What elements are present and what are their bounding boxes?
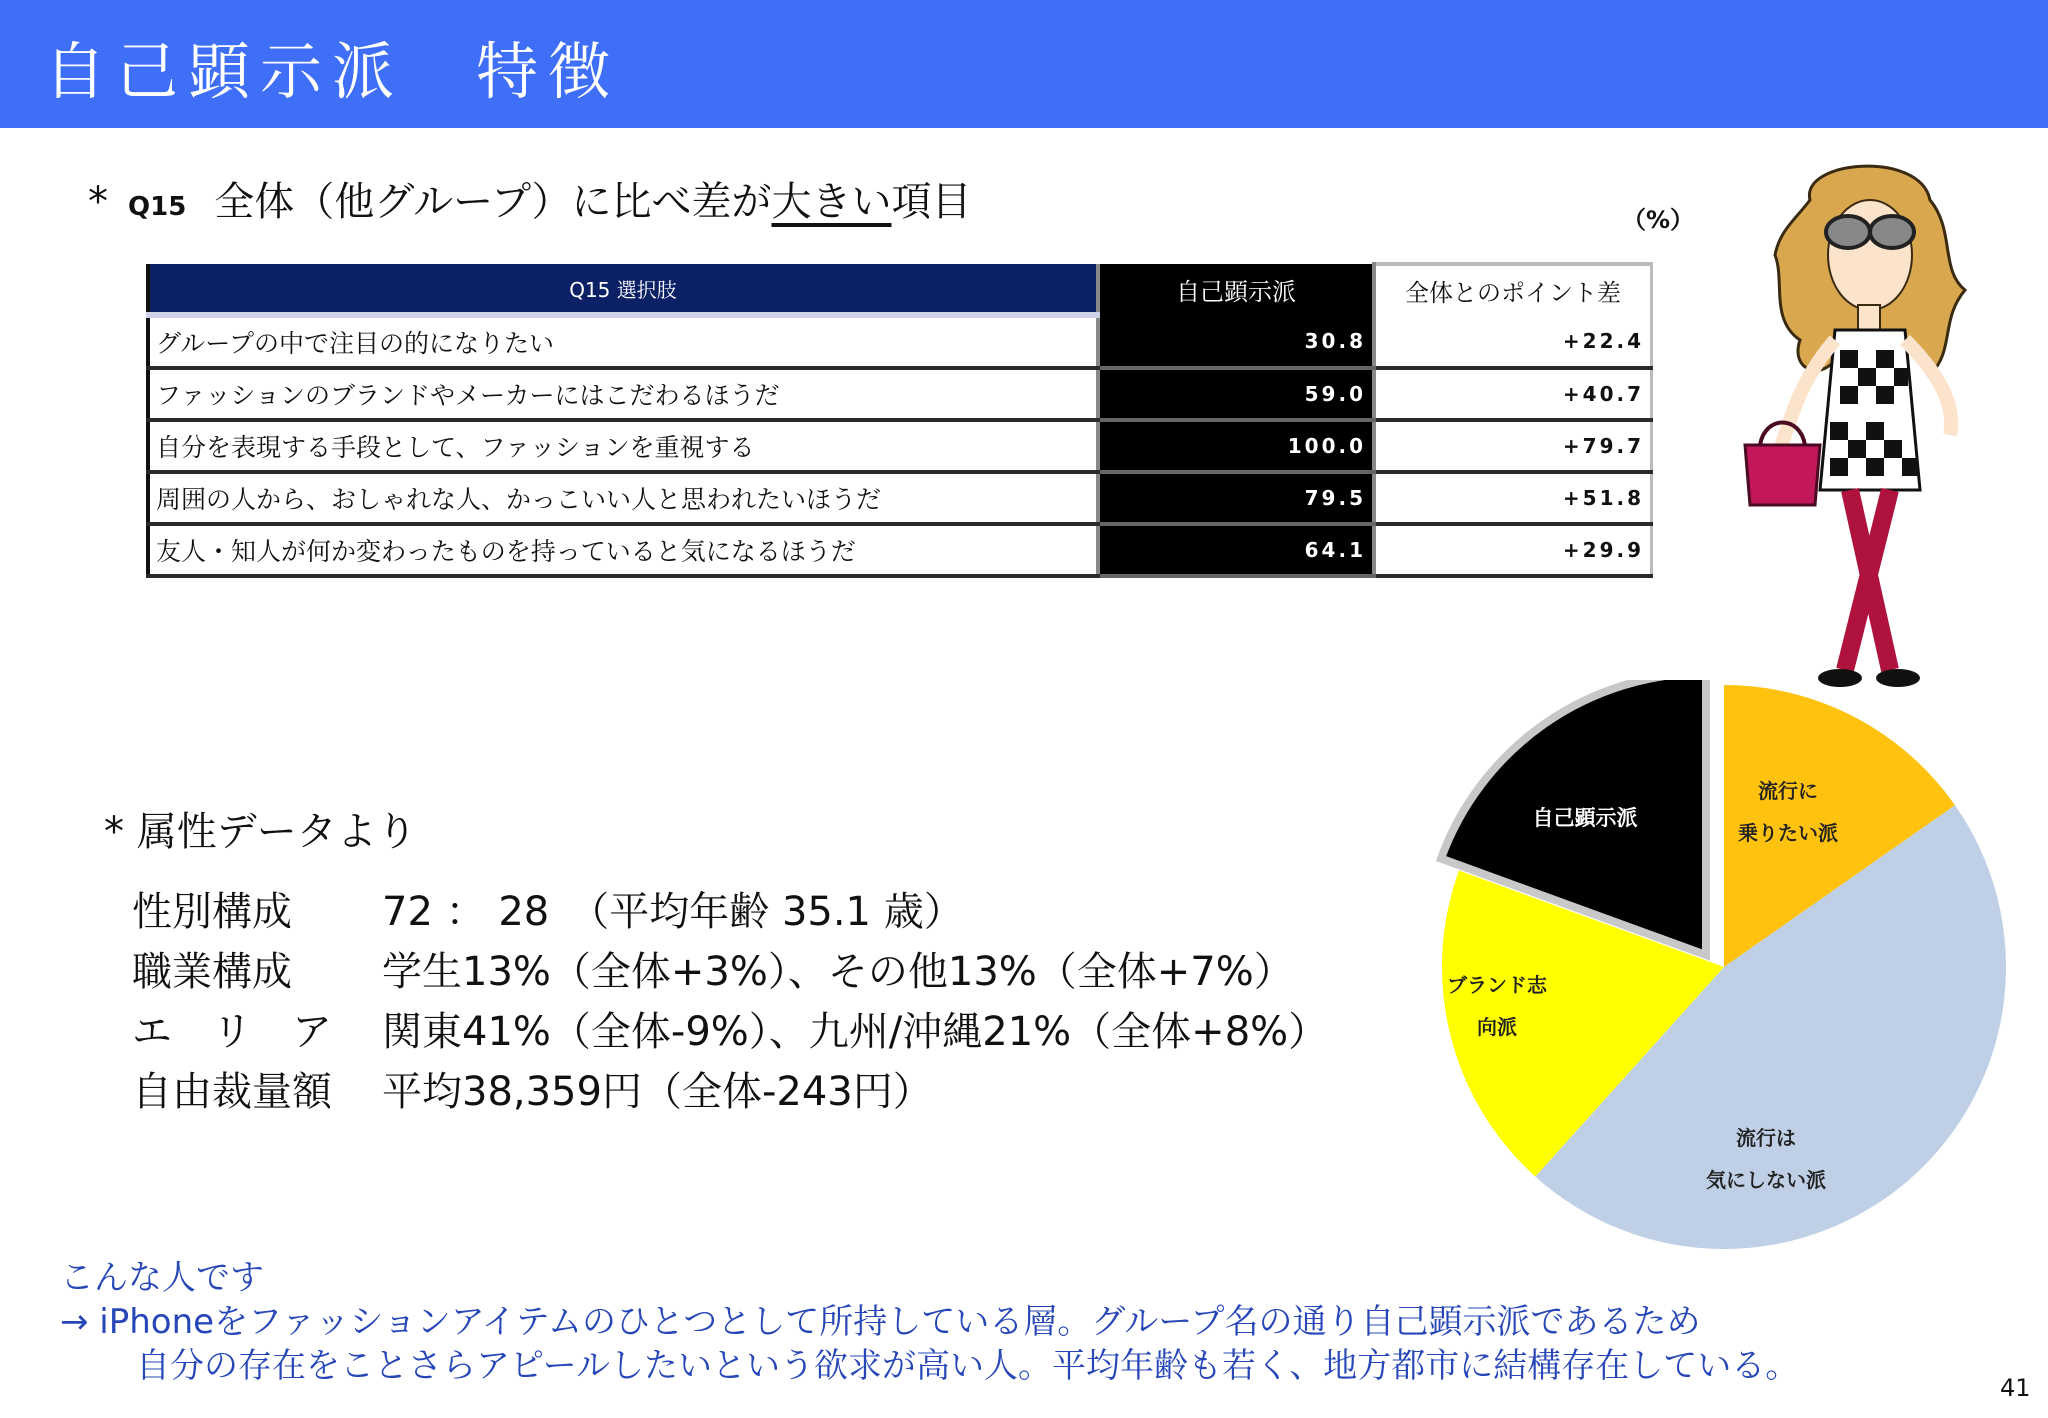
pie-label-jiko: 自己顕示派 [1532,806,1638,830]
question-code: Q15 [128,192,187,222]
row-label: 友人・知人が何か変わったものを持っていると気になるほうだ [148,524,1098,576]
row-diff: +79.7 [1374,420,1652,472]
pie-label-ryuko-kinishinai-2: 気にしない派 [1706,1168,1826,1192]
attribute-value: 72 ： 28 （平均年齢 35.1 歳） [382,889,964,935]
row-value: 64.1 [1098,524,1374,576]
attribute-value: 平均38,359円（全体-243円） [382,1069,933,1115]
neck-shape [1858,305,1880,330]
row-label: ファッションのブランドやメーカーにはこだわるほうだ [148,368,1098,420]
table-row [148,315,1652,368]
summary-line-3: 自分の存在をことさらアピールしたいという欲求が高い人。平均年齢も若く、地方都市に結構存在している。 [136,1346,1800,1386]
sunglasses-lens [1870,216,1914,248]
row-diff: +29.9 [1374,524,1652,576]
header-choice: Q15 選択肢 [148,264,1098,315]
handbag-icon [1745,445,1820,505]
row-diff: +40.7 [1374,368,1652,420]
table-row [148,524,1652,576]
attribute-label: 性別構成 [132,889,292,935]
unit-label: （%） [1622,206,1695,234]
sunglasses-icon [1826,216,1870,248]
row-label: 周囲の人から、おしゃれな人、かっこいい人と思われたいほうだ [148,472,1098,524]
attribute-label: 自由裁量額 [132,1069,332,1115]
section-heading-q15 [88,170,972,227]
pie-label-ryuko-nori-2: 乗りたい派 [1738,821,1838,845]
table-row [148,472,1652,524]
row-value: 79.5 [1098,472,1374,524]
table-row [148,368,1652,420]
section-heading-attributes: * 属性データより [104,809,417,855]
pie-chart [1420,680,2010,1270]
header-bar [0,0,2048,128]
row-diff: +51.8 [1374,472,1652,524]
heading-text-pre: 全体（他グループ）に比べ差が [214,179,772,225]
row-label: グループの中で注目の的になりたい [148,315,1098,368]
attribute-value: 学生13%（全体+3%）、その他13%（全体+7%） [382,949,1294,995]
fashion-woman-illustration [1740,160,1990,720]
row-value: 59.0 [1098,368,1374,420]
summary-line-2: → iPhoneをファッションアイテムのひとつとして所持している層。グループ名の通り自己顕示派であるため [60,1302,1701,1342]
summary-line-1: こんな人です [60,1258,264,1298]
page-title: 自己顕示派 特徴 [44,35,621,108]
page-number: 41 [2000,1374,2031,1402]
row-value: 30.8 [1098,315,1374,368]
heading-text-post: 項目 [891,179,972,225]
pie-label-brand-1: ブランド志 [1447,973,1547,997]
row-label: 自分を表現する手段として、ファッションを重視する [148,420,1098,472]
row-diff: +22.4 [1374,315,1652,368]
bullet: * [88,179,108,225]
header-group: 自己顕示派 [1098,264,1374,315]
pie-label-brand-2: 向派 [1477,1015,1517,1039]
pie-label-ryuko-kinishinai-1: 流行は [1736,1126,1796,1150]
heading-text-underlined: 大きい [771,179,892,225]
attribute-value: 関東41%（全体-9%）、九州/沖縄21%（全体+8%） [382,1009,1329,1055]
q15-table [146,262,1653,578]
table-header-row [148,264,1652,315]
summary-text [60,1256,1799,1388]
attribute-label: 職業構成 [132,949,292,995]
attribute-label: エ リ ア [132,1009,332,1055]
table-row [148,420,1652,472]
header-diff: 全体とのポイント差 [1374,264,1652,315]
pie-label-ryuko-nori-1: 流行に [1758,779,1818,803]
row-value: 100.0 [1098,420,1374,472]
